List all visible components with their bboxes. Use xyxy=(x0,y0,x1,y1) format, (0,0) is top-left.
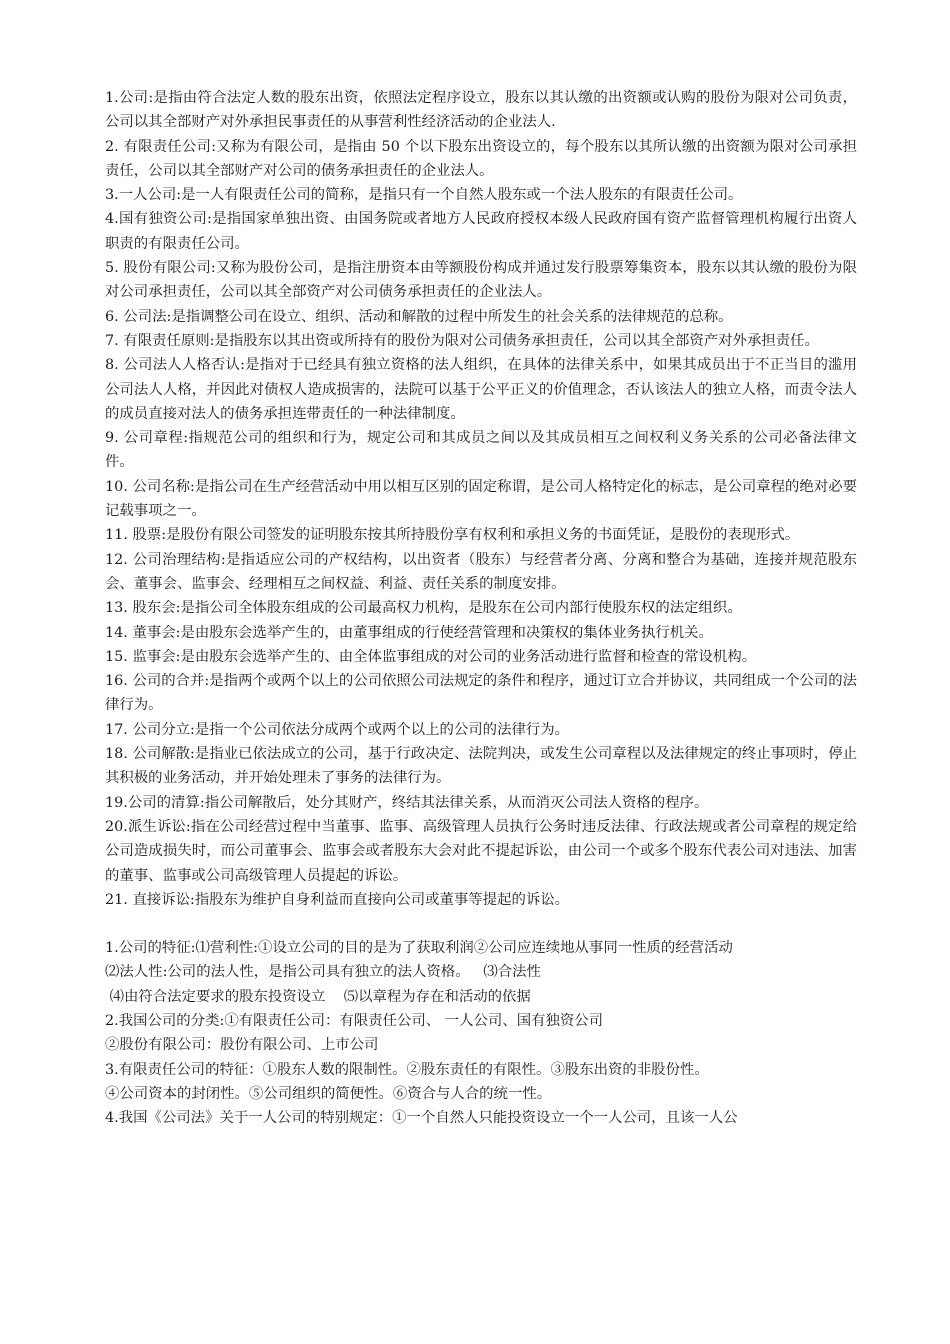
definition-9: 9. 公司章程:指规范公司的组织和行为，规定公司和其成员之间以及其成员相互之间权利义务关系的公司必备法律文件。 xyxy=(105,430,857,471)
definition-5: 5. 股份有限公司:又称为股份公司，是指注册资本由等额股份构成并通过发行股票筹集资本，股东以其认缴的股份为限对公司承担责任，公司以其全部资产对公司债务承担责任的企业法人。 xyxy=(105,260,857,301)
definition-11: 11. 股票:是股份有限公司签发的证明股东按其所持股份享有权利和承担义务的书面凭证，是股份的表现形式。 xyxy=(105,527,800,544)
definition-4: 4.国有独资公司:是指国家单独出资、由国务院或者地方人民政府授权本级人民政府国有资产监督管理机构履行出资人职责的有限责任公司。 xyxy=(105,211,857,252)
document-page xyxy=(105,86,857,1130)
answer-line-6: 3.有限责任公司的特征：①股东人数的限制性。②股东责任的有限性。③股东出资的非股份性。 xyxy=(105,1061,709,1078)
definition-13: 13. 股东会:是指公司全体股东组成的公司最高权力机构，是股东在公司内部行使股东权的法定组织。 xyxy=(105,600,742,617)
definition-1: 1.公司:是指由符合法定人数的股东出资，依照法定程序设立，股东以其认缴的出资额或认购的股份为限对公司负责，公司以其全部财产对外承担民事责任的从事营利性经济活动的企业法人. xyxy=(105,90,857,131)
definition-17: 17. 公司分立:是指一个公司依法分成两个或两个以上的公司的法律行为。 xyxy=(105,721,570,738)
short-answers-section xyxy=(105,936,857,1130)
answer-line-5: ②股份有限公司：股份有限公司、上市公司 xyxy=(105,1037,379,1054)
definitions-section xyxy=(105,86,857,912)
definition-19: 19.公司的清算:指公司解散后，处分其财产，终结其法律关系，从而消灭公司法人资格的程序。 xyxy=(105,794,709,811)
definition-10: 10. 公司名称:是指公司在生产经营活动中用以相互区别的固定称谓，是公司人格特定化的标志，是公司章程的绝对必要记载事项之一。 xyxy=(105,478,857,520)
definition-15: 15. 监事会:是由股东会选举产生的、由全体监事组成的对公司的业务活动进行监督和检查的常设机构。 xyxy=(105,648,757,665)
answer-line-8: 4.我国《公司法》关于一人公司的特别规定：①一个自然人只能投资设立一个一人公司，且该一人公 xyxy=(105,1110,738,1127)
definition-16: 16. 公司的合并:是指两个或两个以上的公司依照公司法规定的条件和程序，通过订立合并协议，共同组成一个公司的法律行为。 xyxy=(105,673,857,714)
definition-14: 14. 董事会:是由股东会选举产生的，由董事组成的行使经营管理和决策权的集体业务执行机关。 xyxy=(105,624,713,641)
section-gap xyxy=(105,912,857,936)
definition-20: 20.派生诉讼:指在公司经营过程中当董事、监事、高级管理人员执行公务时违反法律、行政法规或者公司章程的规定给公司造成损失时，而公司董事会、监事会或者股东大会对此不提起诉讼，由公司一个或多个股东代表公司对违法、加害的董事、监事或公司高级管理人员提起的诉讼。 xyxy=(105,818,857,884)
answer-line-7: ④公司资本的封闭性。⑤公司组织的简便性。⑥资合与人合的统一性。 xyxy=(105,1085,552,1102)
answer-line-4: 2.我国公司的分类:①有限责任公司：有限责任公司、 一人公司、国有独资公司 xyxy=(105,1012,604,1029)
definition-3: 3.一人公司:是一人有限责任公司的简称，是指只有一个自然人股东或一个法人股东的有限责任公司。 xyxy=(105,187,743,204)
definition-2: 2. 有限责任公司:又称为有限公司，是指由 50 个以下股东出资设立的，每个股东以其所认缴的出资额为限对公司承担责任，公司以其全部财产对公司的债务承担责任的企业法人。 xyxy=(105,138,857,179)
definition-18: 18. 公司解散:是指业已依法成立的公司，基于行政决定、法院判决，或发生公司章程以及法律规定的终止事项时，停止其积极的业务活动，并开始处理未了事务的法律行为。 xyxy=(105,746,857,787)
answer-line-2: ⑵法人性:公司的法人性，是指公司具有独立的法人资格。 ⑶合法性 xyxy=(105,964,541,981)
definition-21: 21. 直接诉讼:指股东为维护自身利益而直接向公司或董事等提起的诉讼。 xyxy=(105,891,570,908)
definition-7: 7. 有限责任原则:是指股东以其出资或所持有的股份为限对公司债务承担责任，公司以其全部资产对外承担责任。 xyxy=(105,332,819,349)
answer-line-1: 1.公司的特征:⑴营利性:①设立公司的目的是为了获取利润②公司应连续地从事同一性质的经营活动 xyxy=(105,940,733,957)
answer-line-3: ⑷由符合法定要求的股东投资设立 ⑸以章程为存在和活动的依据 xyxy=(105,988,531,1005)
definition-12: 12. 公司治理结构:是指适应公司的产权结构，以出资者（股东）与经营者分离、分离和整合为基础，连接并规范股东会、董事会、监事会、经理相互之间权益、利益、责任关系的制度安排。 xyxy=(105,551,857,592)
definition-8: 8. 公司法人人格否认:是指对于已经具有独立资格的法人组织，在具体的法律关系中，如果其成员出于不正当目的滥用公司法人人格，并因此对债权人造成损害的，法院可以基于公平正义的价值理念，否认该法人的独立人格，而责令法人的成员直接对法人的债务承担连带责任的一种法律制度。 xyxy=(105,357,857,422)
definition-6: 6. 公司法:是指调整公司在设立、组织、活动和解散的过程中所发生的社会关系的法律规范的总称。 xyxy=(105,308,733,325)
